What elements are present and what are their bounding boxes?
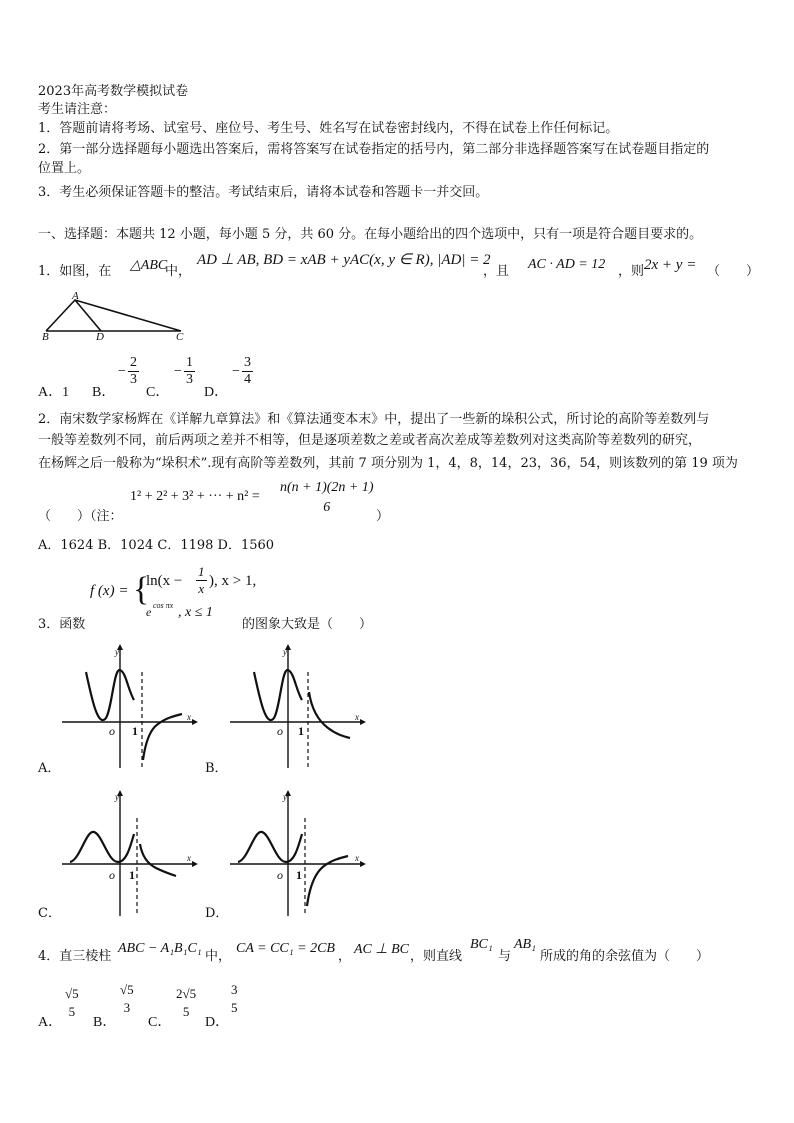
q4-equation: CA = CC₁ = 2CB <box>236 941 335 956</box>
q3-suffix: 的图象大致是（ ） <box>242 617 373 632</box>
q4-with: 与 <box>498 949 512 964</box>
q3-a-one: 1 <box>132 724 138 738</box>
notice-1: 1．答题前请将考场、试室号、座位号、考生号、姓名写在试卷密封线内，不得在试卷上作任何标记。 <box>38 121 619 136</box>
notice-heading: 考生请注意： <box>38 102 117 117</box>
q2-formula-fraction: n(n + 1)(2n + 1) 6 <box>280 480 374 515</box>
q1-option-a: A．1 <box>38 385 70 400</box>
q3-d-origin: o <box>277 868 283 882</box>
q4-option-a-label: A． <box>38 1015 63 1030</box>
q4-option-d-fraction: 3 5 <box>231 982 238 1015</box>
q3-c-one: 1 <box>129 868 135 882</box>
q4-line-1: BC₁ <box>470 937 493 952</box>
notice-3: 3．考生必须保证答题卡的整洁。考试结束后，请将本试卷和答题卡一并交回。 <box>38 185 489 200</box>
q4-mid: 中， <box>205 949 232 964</box>
q1-bracket: （ ） <box>707 264 760 279</box>
q3-graph-b <box>228 642 368 770</box>
q4-comma: ， <box>338 949 352 964</box>
q3-a-origin: o <box>109 724 115 738</box>
q1-ask: 2x + y = <box>644 257 697 273</box>
q1-triangle-figure <box>38 288 188 344</box>
q3-graph-d <box>228 788 368 918</box>
q1-dot-product: AC · AD = 12 <box>528 257 606 272</box>
q3-c-origin: o <box>109 868 115 882</box>
q2-close: ） <box>376 509 390 524</box>
q1-triangle: △ABC <box>130 258 168 273</box>
q3-a-x-label: x <box>187 712 191 722</box>
q1-option-c-fraction: $\frac{1}{3}$ <box>186 355 193 387</box>
q2-bracket: （ ）（注： <box>38 509 123 524</box>
q1-prefix: 1．如图，在 <box>38 264 112 279</box>
q3-prefix: 3．函数 <box>38 617 86 632</box>
q3-b-one: 1 <box>298 724 304 738</box>
q3-c-y-label: y <box>115 792 119 802</box>
q4-line-2: AB₁ <box>514 937 536 952</box>
q1-option-d-fraction: $\frac{3}{4}$ <box>244 355 251 387</box>
q3-option-d-label: D． <box>205 906 229 921</box>
section-heading: 一、选择题：本题共 12 小题，每小题 5 分，共 60 分。在每小题给出的四个选项中，只有一项是符合题目要求的。 <box>38 227 703 242</box>
q2-line-1: 2．南宋数学家杨辉在《详解九章算法》和《算法通变本末》中，提出了一些新的垛积公式，所讨论的高阶等差数列与 <box>38 412 710 427</box>
q4-perpendicular: AC ⊥ BC <box>354 942 409 957</box>
q1-option-b-minus: − <box>118 364 126 379</box>
q1-option-d-label: D． <box>204 385 229 400</box>
q4-ask: 所成的角的余弦值为（ ） <box>540 949 710 964</box>
q3-option-a-label: A． <box>38 761 61 776</box>
q1-mid: 中， <box>165 264 192 279</box>
q3-case-2-exp: cos πx <box>153 601 174 610</box>
q3-d-one: 1 <box>296 868 302 882</box>
q4-prefix: 4．直三棱柱 <box>38 949 112 964</box>
q1-fig-label-c: C <box>176 331 184 343</box>
q2-options: A．1624 B．1024 C．1198 D．1560 <box>38 538 275 553</box>
q3-a-y-label: y <box>115 647 119 657</box>
q1-option-c-label: C． <box>146 385 170 400</box>
q3-b-x-label: x <box>355 712 359 722</box>
q1-option-b-label: B． <box>92 385 116 400</box>
q4-option-b-fraction: √5 3 <box>120 982 134 1015</box>
q4-option-a-fraction: √5 5 <box>65 986 79 1019</box>
q3-d-y-label: y <box>283 792 287 802</box>
q2-formula-left: 1² + 2² + 3² + ··· + n² = <box>130 489 260 504</box>
q3-case-1-fraction: $\frac{1}{x}$ <box>198 564 205 596</box>
q1-fig-label-a: A <box>72 290 79 302</box>
q1-fig-label-b: B <box>42 331 49 343</box>
q3-graph-a <box>60 642 200 770</box>
q4-prism: ABC − A₁B₁C₁ <box>118 941 202 956</box>
q3-brace: { <box>133 571 150 608</box>
q4-line-text: ，则直线 <box>410 949 463 964</box>
q2-line-3: 在杨辉之后一般称为“垛积术”.现有高阶等差数列，其前 7 项分别为 1，4，8，14，23，36，54，则该数列的第 19 项为 <box>38 456 738 471</box>
q3-graph-c <box>60 788 200 918</box>
q3-case-2-base: e <box>146 605 152 619</box>
q1-fig-label-d: D <box>96 331 104 343</box>
q3-b-origin: o <box>277 724 283 738</box>
q3-case-1b: ), x > 1, <box>209 573 257 589</box>
exam-title: 2023年高考数学模拟试卷 <box>38 84 189 99</box>
notice-2: 2．第一部分选择题每小题选出答案后，需将答案写在试卷指定的括号内，第二部分非选择题答案写在试卷题目指定的 <box>38 142 710 157</box>
q3-fx: f (x) = <box>90 583 129 599</box>
q4-option-d-label: D． <box>205 1015 230 1030</box>
q3-c-x-label: x <box>187 853 191 863</box>
q1-and: ，且 <box>483 264 510 279</box>
q3-case-1a: ln(x − <box>146 573 183 589</box>
q4-option-c-label: C． <box>148 1015 172 1030</box>
q3-option-b-label: B． <box>205 761 228 776</box>
q3-case-2-rest: , x ≤ 1 <box>178 605 213 620</box>
q3-b-y-label: y <box>283 647 287 657</box>
q3-d-x-label: x <box>355 853 359 863</box>
q1-then: ，则 <box>618 264 645 279</box>
q3-option-c-label: C． <box>38 906 61 921</box>
q1-option-b-fraction: $\frac{2}{3}$ <box>130 355 137 387</box>
q2-line-2: 一般等差数列不同，前后两项之差并不相等，但是逐项差数之差或者高次差成等差数列对这类高阶等差数列的研究， <box>38 433 702 448</box>
q1-option-c-minus: − <box>174 364 182 379</box>
notice-2-cont: 位置上。 <box>38 161 91 176</box>
q1-condition: AD ⊥ AB, BD = xAB + yAC(x, y ∈ R), |AD| = 2 <box>197 252 491 268</box>
q4-option-c-fraction: 2√5 5 <box>176 986 197 1019</box>
q1-option-d-minus: − <box>232 364 240 379</box>
q4-option-b-label: B． <box>93 1015 117 1030</box>
